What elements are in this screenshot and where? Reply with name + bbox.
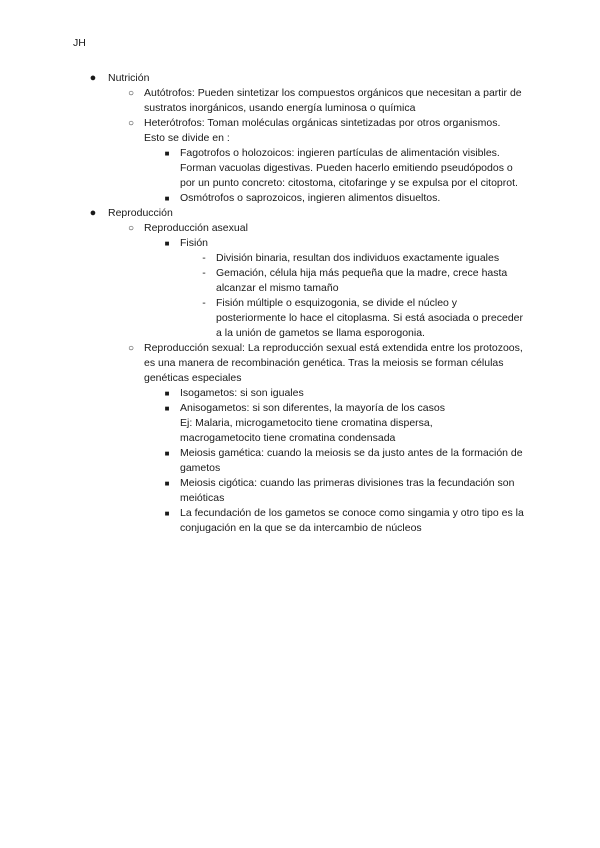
- square-marker: ■: [164, 509, 170, 518]
- fision-item-text: Gemación, célula hija más pequeña que la madre, crece hasta alcanzar el mismo tamaño: [216, 267, 508, 294]
- circle-marker: ○: [127, 343, 135, 354]
- fision-item-text: Fisión múltiple o esquizogonia, se divide el núcleo y posteriormente lo hace el citoplasma. Si está asociada o preceder a la unión de gametos se llama esporogonia.: [216, 297, 524, 339]
- circle-marker: ○: [127, 223, 135, 234]
- header-initials: JH: [73, 37, 86, 49]
- dash-marker: -: [202, 252, 206, 264]
- list-item-nutricion: [89, 71, 518, 86]
- heterotrofos-text: Heterótrofos: Toman moléculas orgánicas sintetizadas por otros organismos. Esto se divide en :: [144, 117, 501, 144]
- bullet-marker: ●: [89, 207, 97, 219]
- square-marker: ■: [164, 404, 170, 413]
- list-item-fision-multiple: [202, 296, 528, 341]
- circle-marker: ○: [127, 118, 135, 129]
- reproduccion-title: Reproducción: [108, 207, 173, 219]
- anisogametos-example-line: Ej: Malaria, microgametocito tiene cromatina dispersa,: [180, 417, 433, 429]
- square-marker: ■: [164, 194, 170, 203]
- fagotrofos-text: Fagotrofos o holozoicos: ingieren partículas de alimentación visibles. Forman vacuolas digestivas. Pueden hacerlo emitiendo pseudópodos o por un punto concreto: citostoma, citofaringe y se expulsa por el citoprot.: [180, 147, 518, 189]
- dash-marker: -: [202, 267, 206, 279]
- list-item-heterotrofos: [127, 116, 524, 146]
- isogametos-text: Isogametos: si son iguales: [180, 387, 304, 399]
- nutricion-title: Nutrición: [108, 72, 150, 84]
- square-marker: ■: [164, 389, 170, 398]
- list-item-autotrofos: [127, 86, 524, 116]
- square-marker: ■: [164, 479, 170, 488]
- sexual-intro-text: Reproducción sexual: La reproducción sexual está extendida entre los protozoos, es una manera de recombinación genética. Tras la meiosis se forman células genéticas especiales: [144, 342, 523, 384]
- asexual-title: Reproducción asexual: [144, 222, 248, 234]
- meiosis-gametica-text: Meiosis gamética: cuando la meiosis se da justo antes de la formación de gametos: [180, 447, 523, 474]
- list-item-anisogametos: [164, 401, 525, 446]
- list-item-reproduccion-asexual: [127, 221, 524, 236]
- autotrofos-text: Autótrofos: Pueden sintetizar los compuestos orgánicos que necesitan a partir de sustratos inorgánicos, usando energía luminosa o química: [144, 87, 522, 114]
- fision-item-text: División binaria, resultan dos individuos exactamente iguales: [216, 252, 500, 264]
- square-marker: ■: [164, 449, 170, 458]
- list-item-fagotrofos: [164, 146, 525, 191]
- list-item-osmotrofos: [164, 191, 525, 206]
- osmotrofos-text: Osmótrofos o saprozoicos, ingieren alimentos disueltos.: [180, 192, 441, 204]
- dash-marker: -: [202, 297, 206, 309]
- anisogametos-text: Anisogametos: si son diferentes, la mayoría de los casos: [180, 402, 445, 414]
- list-item-meiosis-cigotica: [164, 476, 525, 506]
- fision-title: Fisión: [180, 237, 209, 249]
- list-item-meiosis-gametica: [164, 446, 525, 476]
- circle-marker: ○: [127, 88, 135, 99]
- square-marker: ■: [164, 239, 170, 248]
- list-item-division-binaria: [202, 251, 528, 266]
- list-item-gemacion: [202, 266, 528, 296]
- document-body: [0, 71, 600, 536]
- list-item-fision: [164, 236, 525, 251]
- bullet-marker: ●: [89, 72, 97, 84]
- fecundacion-text: La fecundación de los gametos se conoce como singamia y otro tipo es la conjugación en la que se da intercambio de núcleos: [180, 507, 524, 534]
- list-item-isogametos: [164, 386, 525, 401]
- list-item-reproduccion-sexual: [127, 341, 524, 386]
- meiosis-cigotica-text: Meiosis cigótica: cuando las primeras divisiones tras la fecundación son meióticas: [180, 477, 515, 504]
- anisogametos-example-line: macrogametocito tiene cromatina condensada: [180, 432, 396, 444]
- square-marker: ■: [164, 149, 170, 158]
- list-item-fecundacion: [164, 506, 525, 536]
- list-item-reproduccion: [89, 206, 518, 221]
